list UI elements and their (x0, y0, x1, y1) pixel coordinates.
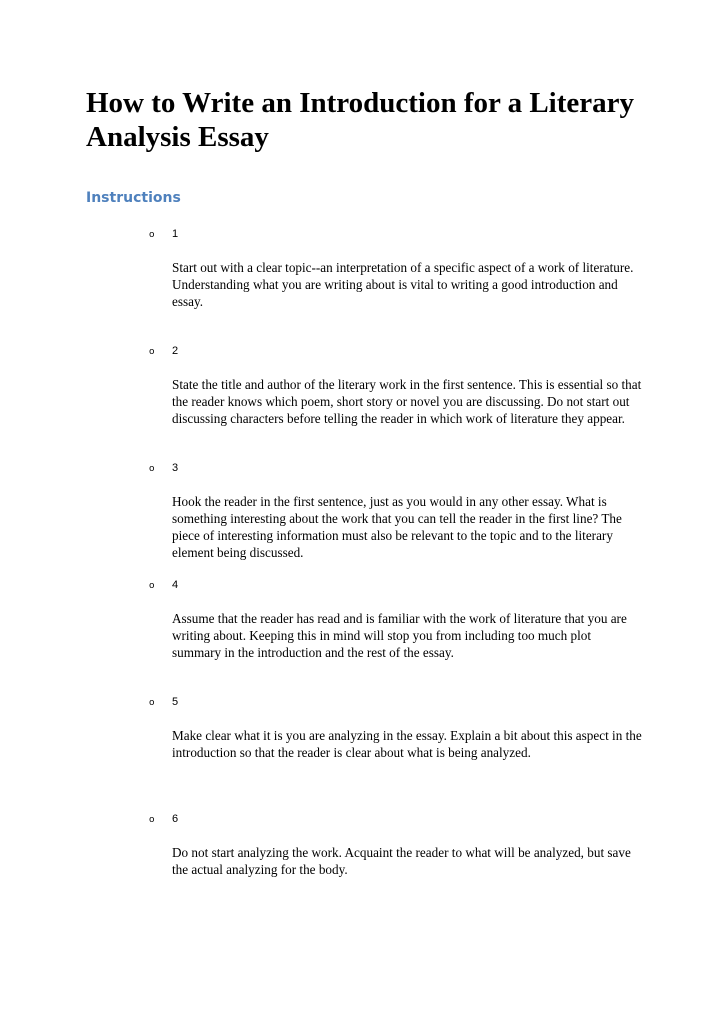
list-item (0, 811, 719, 928)
list-bullet: o (149, 464, 155, 474)
instructions-list (0, 226, 719, 928)
step-text: Start out with a clear topic--an interpretation of a specific aspect of a work of literature. Understanding what you are writing about is vital to writing a good introduction and essay. (172, 260, 634, 309)
step-text: Assume that the reader has read and is familiar with the work of literature that you are writing about. Keeping this in mind will stop you from including too much plot summary in the introduction and the rest of the essay. (172, 611, 627, 660)
step-number: 5 (172, 696, 179, 708)
step-text: Hook the reader in the first sentence, just as you would in any other essay. What is something interesting about the work that you can tell the reader in the first line? The piece of interesting information must also be relevant to the topic and to the literary element being discussed. (172, 494, 622, 560)
list-item (0, 694, 719, 811)
list-bullet: o (149, 698, 155, 708)
step-number: 2 (172, 345, 179, 357)
step-number: 4 (172, 579, 179, 591)
list-bullet: o (149, 230, 155, 240)
step-number: 6 (172, 813, 179, 825)
step-number: 1 (172, 228, 179, 240)
step-text: Make clear what it is you are analyzing in the essay. Explain a bit about this aspect in the introduction so that the reader is clear about what is being analyzed. (172, 728, 642, 760)
step-text: Do not start analyzing the work. Acquaint the reader to what will be analyzed, but save the actual analyzing for the body. (172, 845, 631, 877)
section-heading-instructions: Instructions (86, 190, 181, 206)
document-title: How to Write an Introduction for a Literary Analysis Essay (86, 87, 635, 153)
list-bullet: o (149, 581, 155, 591)
list-bullet: o (149, 815, 155, 825)
step-text: State the title and author of the literary work in the first sentence. This is essential so that the reader knows which poem, short story or novel you are discussing. Do not start out discussing characters before telling the reader in which work of literature they appear. (172, 377, 642, 426)
list-item (0, 460, 719, 577)
list-bullet: o (149, 347, 155, 357)
step-number: 3 (172, 462, 179, 474)
list-item (0, 577, 719, 694)
list-item (0, 343, 719, 460)
list-item (0, 226, 719, 343)
